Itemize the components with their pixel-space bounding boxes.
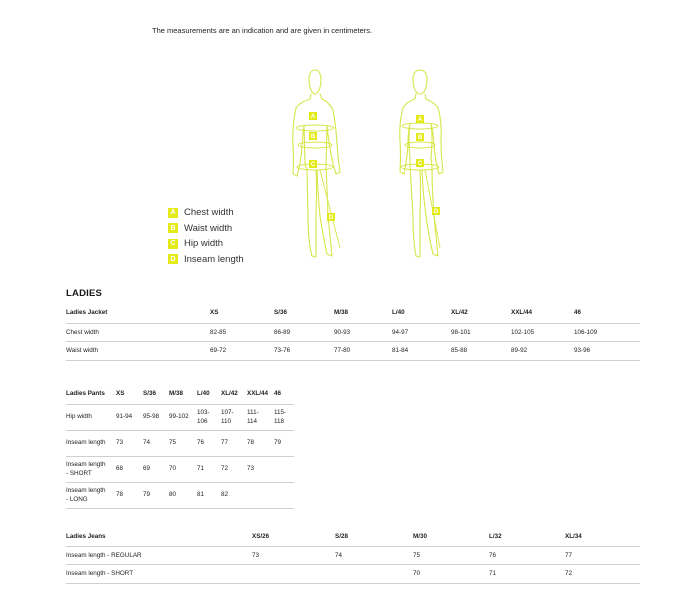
svg-text:B: B (310, 134, 316, 141)
table-cell: 76 (489, 546, 565, 565)
table-row (66, 482, 294, 508)
table-cell: 90-93 (334, 323, 392, 342)
table-header-row (66, 528, 640, 546)
table-row (66, 456, 294, 482)
table-cell: 75 (413, 546, 489, 565)
table-cell: 68 (116, 456, 143, 482)
header-cell: XS (116, 390, 125, 398)
table-cell: 82 (221, 482, 247, 508)
legend-item-waist (168, 221, 244, 237)
svg-text:D: D (433, 209, 439, 216)
header-cell: XXL/44 (511, 309, 532, 317)
measurement-legend (168, 205, 244, 267)
table-cell: 103- 106 (197, 404, 221, 430)
header-cell: XL/34 (565, 533, 582, 541)
table-cell (274, 482, 294, 508)
table-cell: 94-97 (392, 323, 451, 342)
header-cell: M/30 (413, 533, 427, 541)
table-cell: 102-105 (511, 323, 574, 342)
header-cell: 46 (274, 390, 282, 398)
header-cell: Ladies Pants (66, 390, 105, 398)
row-label: Waist width (66, 342, 210, 361)
table-cell: 106-109 (574, 323, 640, 342)
table-cell: 77 (565, 546, 640, 565)
table-cell: 77-80 (334, 342, 392, 361)
table-cell: 85-88 (451, 342, 511, 361)
table-cell: 71 (489, 565, 565, 584)
table-cell: 73 (116, 430, 143, 456)
legend-item-chest (168, 205, 244, 221)
legend-label: Hip width (184, 238, 224, 250)
svg-text:B: B (417, 135, 423, 142)
header-cell: XL/42 (221, 390, 238, 398)
measurement-note: The measurements are an indication and are given in centimeters. (152, 26, 373, 35)
header-cell: XS/26 (252, 533, 270, 541)
row-label: Hip width (66, 404, 116, 430)
table-cell: 69 (143, 456, 169, 482)
header-cell: XL/42 (451, 309, 468, 317)
table-header-row (66, 384, 294, 404)
table-cell: 81 (197, 482, 221, 508)
row-label: Chest width (66, 323, 210, 342)
header-cell: M/38 (169, 390, 183, 398)
section-title: LADIES (66, 288, 103, 299)
table-cell (274, 456, 294, 482)
table-cell: 73 (252, 546, 335, 565)
table-cell: 75 (169, 430, 197, 456)
header-cell: Ladies Jeans (66, 533, 106, 541)
ladies-jeans-table (66, 528, 640, 584)
table-cell: 72 (221, 456, 247, 482)
svg-text:A: A (310, 114, 316, 121)
row-label: Inseam length - LONG (66, 482, 116, 508)
header-cell: L/40 (392, 309, 405, 317)
ladies-pants-table (66, 384, 294, 509)
table-cell: 71 (197, 456, 221, 482)
table-row (66, 546, 640, 565)
table-cell (252, 565, 335, 584)
header-cell: L/32 (489, 533, 502, 541)
header-cell: S/28 (335, 533, 348, 541)
table-cell: 93-96 (574, 342, 640, 361)
table-row (66, 404, 294, 430)
header-cell: M/38 (334, 309, 348, 317)
table-cell: 78 (247, 430, 274, 456)
row-label: Inseam length (66, 430, 116, 456)
table-cell: 86-89 (274, 323, 334, 342)
table-cell: 74 (143, 430, 169, 456)
header-cell: XXL/44 (247, 390, 268, 398)
table-cell: 81-84 (392, 342, 451, 361)
table-cell: 74 (335, 546, 413, 565)
table-cell: 70 (413, 565, 489, 584)
header-cell: 46 (574, 309, 582, 317)
svg-text:C: C (310, 162, 316, 169)
table-cell: 99-102 (169, 404, 197, 430)
table-cell: 76 (197, 430, 221, 456)
table-header-row (66, 303, 640, 323)
table-row (66, 430, 294, 456)
table-cell: 95-98 (143, 404, 169, 430)
svg-text:D: D (328, 215, 334, 222)
table-cell: 77 (221, 430, 247, 456)
table-cell: 69-72 (210, 342, 274, 361)
legend-label: Inseam length (184, 253, 244, 265)
table-cell: 115- 118 (274, 404, 294, 430)
table-cell: 80 (169, 482, 197, 508)
table-cell: 70 (169, 456, 197, 482)
header-cell: XS (210, 309, 219, 317)
row-label: Inseam length - SHORT (66, 456, 116, 482)
table-cell: 111- 114 (247, 404, 274, 430)
legend-item-hip (168, 236, 244, 252)
table-cell: 73 (247, 456, 274, 482)
svg-text:C: C (417, 161, 423, 168)
legend-label: Waist width (184, 222, 233, 234)
header-cell: S/36 (143, 390, 156, 398)
row-label: Inseam length - SHORT (66, 565, 252, 584)
table-cell: 98-101 (451, 323, 511, 342)
legend-item-inseam (168, 252, 244, 268)
table-cell: 79 (274, 430, 294, 456)
table-cell (335, 565, 413, 584)
table-cell: 73-76 (274, 342, 334, 361)
legend-marker: B (168, 223, 178, 233)
legend-marker: A (168, 208, 178, 218)
table-row (66, 342, 640, 361)
legend-marker: D (168, 254, 178, 264)
svg-text:A: A (417, 117, 423, 124)
legend-label: Chest width (184, 207, 234, 219)
table-row (66, 565, 640, 584)
ladies-jacket-table (66, 303, 640, 361)
table-cell: 107- 110 (221, 404, 247, 430)
table-cell: 79 (143, 482, 169, 508)
table-cell (247, 482, 274, 508)
header-cell: Ladies Jacket (66, 309, 108, 317)
legend-marker: C (168, 239, 178, 249)
table-cell: 78 (116, 482, 143, 508)
table-cell: 82-85 (210, 323, 274, 342)
body-measurement-figures (290, 66, 480, 274)
table-cell: 72 (565, 565, 640, 584)
table-cell: 89-92 (511, 342, 574, 361)
table-cell: 91-94 (116, 404, 143, 430)
row-label: Inseam length - REGULAR (66, 546, 252, 565)
table-row (66, 323, 640, 342)
header-cell: S/36 (274, 309, 287, 317)
header-cell: L/40 (197, 390, 210, 398)
